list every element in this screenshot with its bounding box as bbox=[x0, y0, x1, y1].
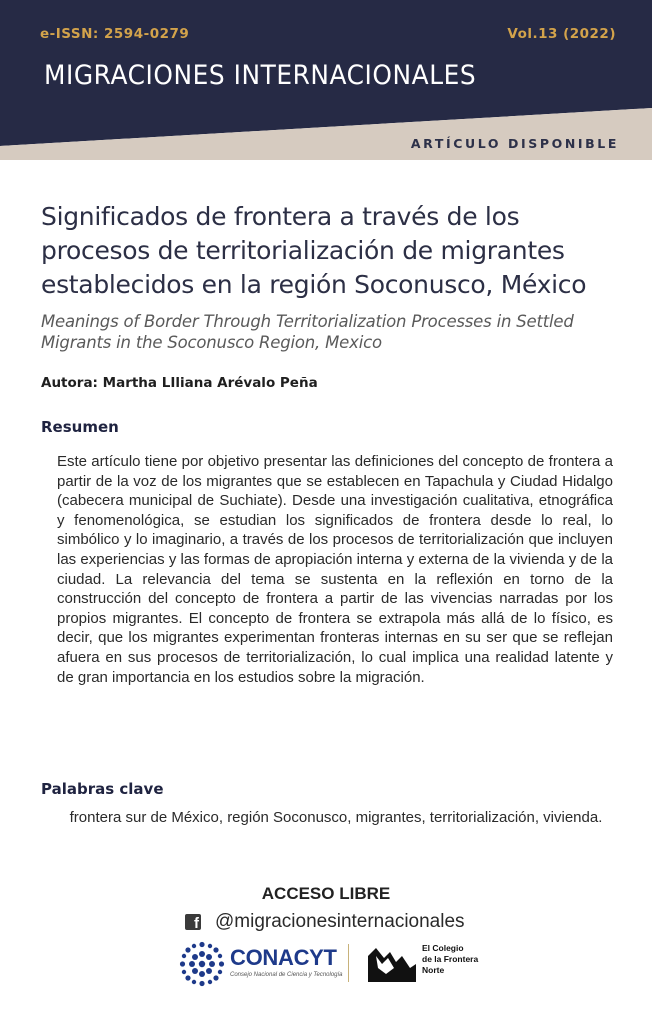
colef-name bbox=[422, 943, 478, 976]
keywords-heading: Palabras clave bbox=[41, 780, 164, 798]
journal-title: MIGRACIONES INTERNACIONALES bbox=[44, 60, 477, 91]
colef-line-3: Norte bbox=[422, 965, 445, 975]
colef-logo-icon bbox=[366, 944, 418, 984]
abstract-text: Este artículo tiene por objetivo presentar las definiciones del concepto de frontera a partir de la voz de los migrantes que se establecen en Tapachula y Ciudad Hidalgo (cabecera municipal de Suchiate). Desde una investigación cualitativa, etnográfica y fenomenológica, se estudian los significados de frontera desde lo real, lo simbólico y lo imaginario, a través de los procesos de territorialización que incluyen las experiencias y las formas de apropiación interna y externa de la vivienda y de la ciudad. La relevancia del tema se sustenta en la reflexión en torno de la construcción del concepto de frontera a partir de las vivencias narradas por los propios migrantes. El concepto de frontera se extrapola más allá de lo físico, es decir, que los migrantes experimentan fronteras internas en su ser que se reflejan afuera en sus procesos de territorialización, lo cual implica una realidad latente y de gran importancia en los estudios sobre la migración. bbox=[57, 453, 613, 686]
article-available-label: ARTÍCULO DISPONIBLE bbox=[410, 136, 619, 151]
keywords-text: frontera sur de México, región Soconusco, migrantes, territorialización, vivienda. bbox=[69, 809, 603, 826]
article-author: Autora: Martha LIliana Arévalo Peña bbox=[41, 375, 318, 391]
article-title: Significados de frontera a través de los procesos de territorialización de migrantes establecidos en la región Soconusco, México bbox=[41, 202, 587, 299]
conacyt-logo-icon bbox=[178, 940, 226, 988]
institution-logos bbox=[178, 938, 498, 988]
logo-divider bbox=[348, 944, 349, 982]
colef-line-2: de la Frontera bbox=[422, 954, 479, 964]
social-handle[interactable]: @migracionesinternacionales bbox=[215, 911, 465, 932]
conacyt-name: CONACYT bbox=[230, 945, 337, 970]
facebook-icon: f bbox=[185, 914, 201, 930]
volume-label: Vol.13 (2022) bbox=[507, 26, 616, 42]
issn-label: e-ISSN: 2594-0279 bbox=[40, 26, 190, 42]
journal-header bbox=[0, 0, 652, 160]
social-link[interactable] bbox=[185, 909, 465, 935]
open-access-label: ACCESO LIBRE bbox=[261, 884, 391, 903]
article-subtitle-english: Meanings of Border Through Territorialization Processes in Settled Migrants in the Soconusco Region, Mexico bbox=[41, 312, 574, 352]
conacyt-subtitle: Consejo Nacional de Ciencia y Tecnología bbox=[230, 972, 343, 978]
abstract-heading: Resumen bbox=[41, 418, 119, 436]
colef-line-1: El Colegio bbox=[422, 943, 464, 953]
